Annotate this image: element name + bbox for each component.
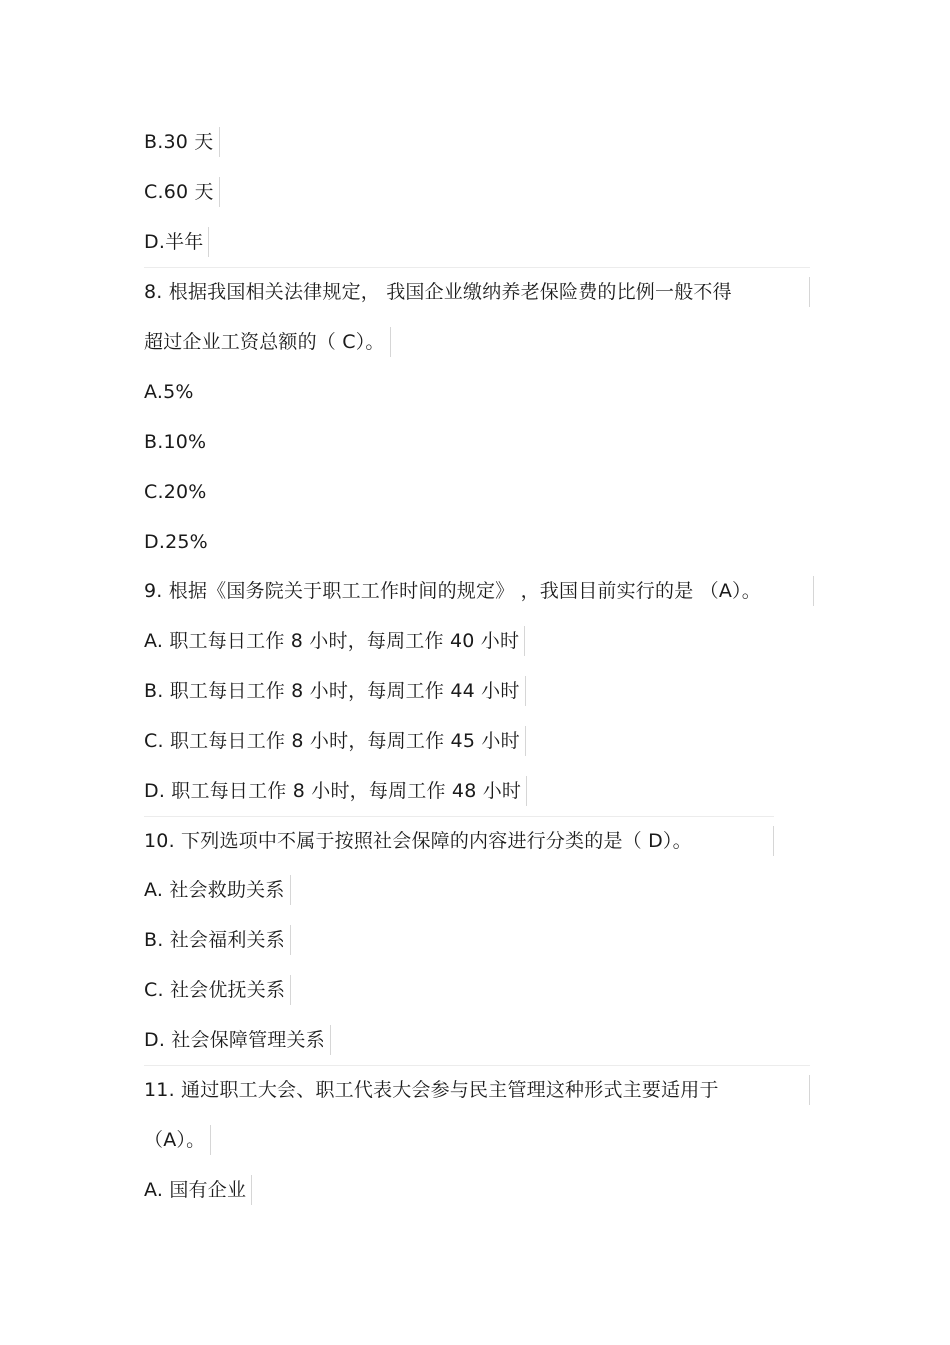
question-8-line-1: 8. 根据我国相关法律规定， 我国企业缴纳养老保险费的比例一般不得 <box>144 279 806 305</box>
option-8d: D.25% <box>144 531 208 553</box>
option-11a: A. 国有企业 <box>144 1179 247 1201</box>
option-7d: D.半年 <box>144 231 204 253</box>
option-8b: B.10% <box>144 431 207 453</box>
question-11-line-1: 11. 通过职工大会、职工代表大会参与民主管理这种形式主要适用于 <box>144 1077 806 1103</box>
option-10c: C. 社会优抚关系 <box>144 979 286 1001</box>
question-10: 10. 下列选项中不属于按照社会保障的内容进行分类的是（ D）。 <box>144 828 770 854</box>
option-10a: A. 社会救助关系 <box>144 879 285 901</box>
option-9c: C. 职工每日工作 8 小时，每周工作 45 小时 <box>144 730 520 752</box>
option-7c: C.60 天 <box>144 181 214 203</box>
option-10b: B. 社会福利关系 <box>144 929 285 951</box>
option-7b: B.30 天 <box>144 131 214 153</box>
option-8c: C.20% <box>144 481 207 503</box>
question-9: 9. 根据《国务院关于职工工作时间的规定》 ，我国目前实行的是 （A）。 <box>144 578 810 604</box>
option-8a: A.5% <box>144 381 194 403</box>
option-9b: B. 职工每日工作 8 小时，每周工作 44 小时 <box>144 680 520 702</box>
question-11-line-2: （A）。 <box>144 1129 206 1151</box>
option-10d: D. 社会保障管理关系 <box>144 1029 325 1051</box>
question-8-line-2: 超过企业工资总额的（ C）。 <box>144 331 385 353</box>
option-9d: D. 职工每日工作 8 小时，每周工作 48 小时 <box>144 780 522 802</box>
option-9a: A. 职工每日工作 8 小时，每周工作 40 小时 <box>144 630 520 652</box>
